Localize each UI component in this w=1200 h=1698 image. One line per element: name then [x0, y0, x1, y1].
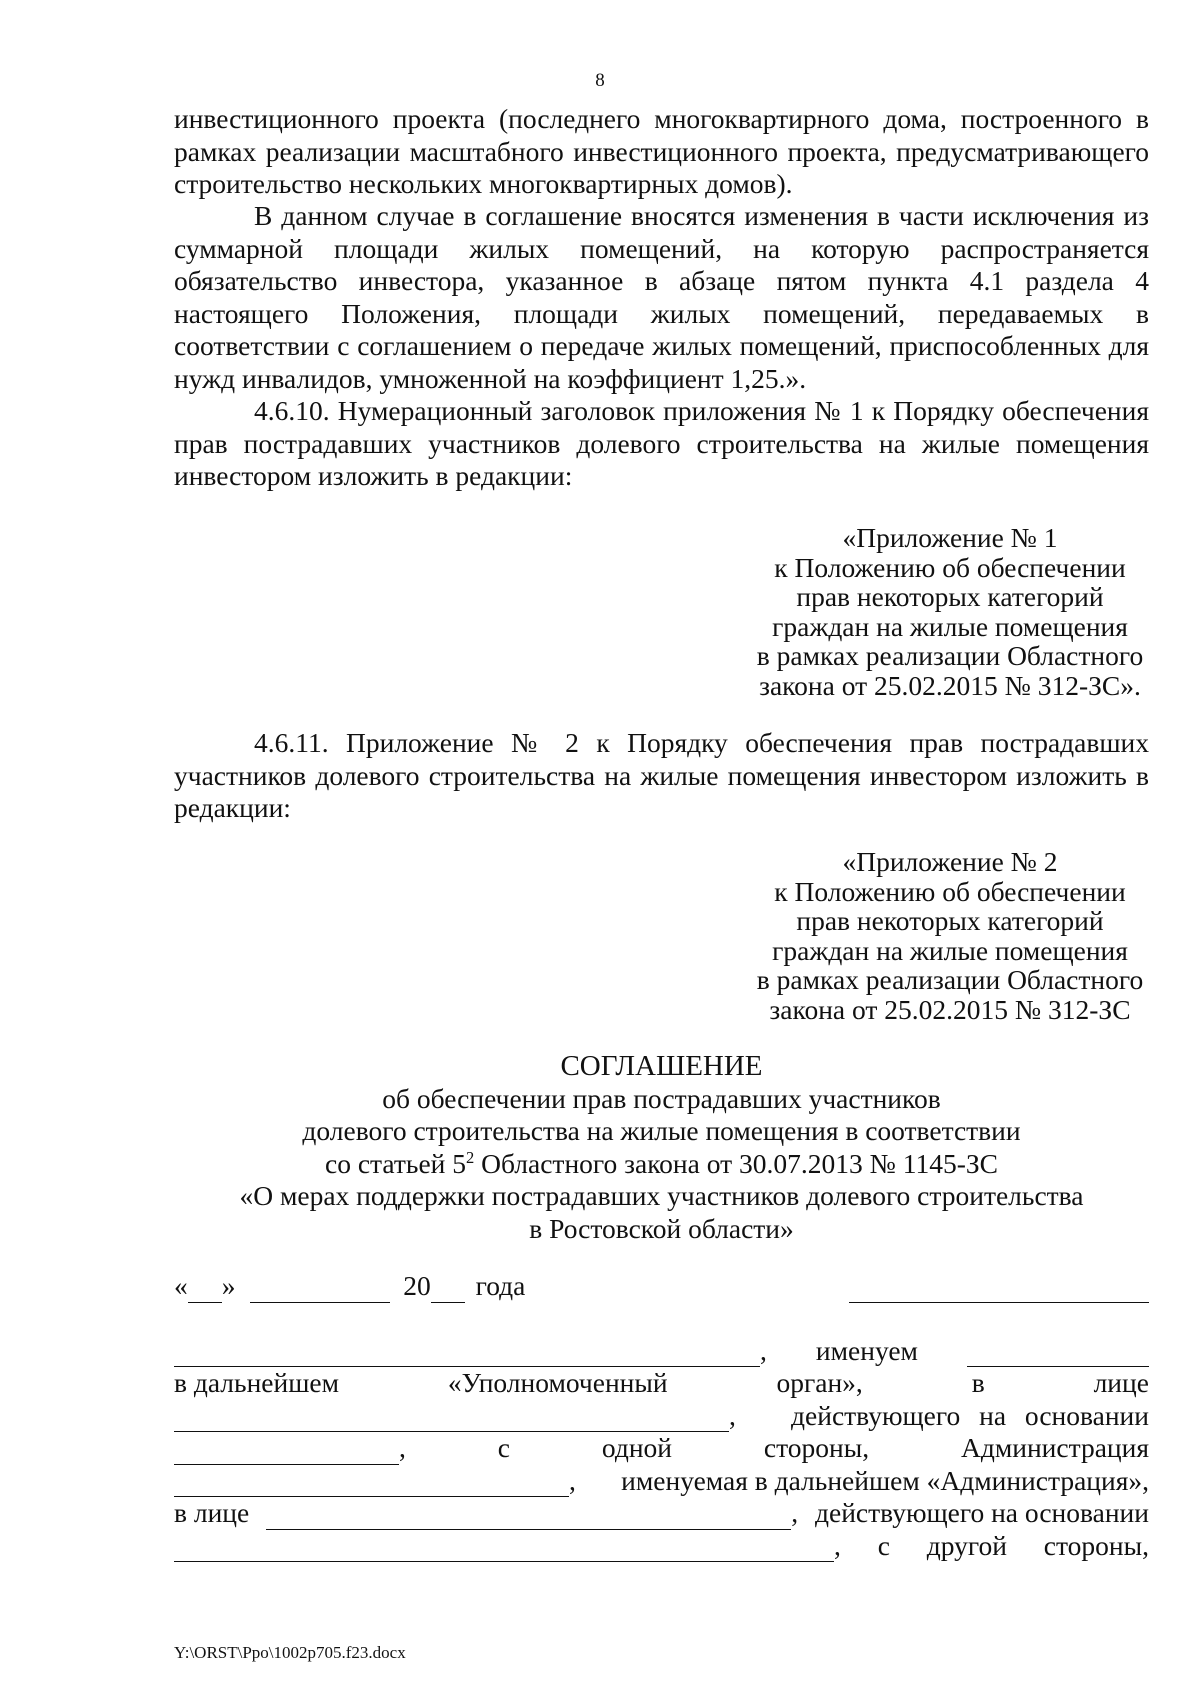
- file-path-footer: Y:\ORST\Ppo\1002p705.f23.docx: [174, 1643, 406, 1662]
- agreement-subtitle-line: в Ростовской области»: [529, 1212, 794, 1244]
- paragraph-1: инвестиционного проекта (последнего многоквартирного дома, построенного в рамках реализации масштабного инвестиционного проекта, предусматривающего строительство нескольких многоквартирных домов).: [174, 103, 1149, 199]
- other-word: другой: [926, 1529, 1007, 1561]
- in-word: в: [971, 1367, 985, 1398]
- in-face-word: в лице: [174, 1497, 250, 1528]
- agreement-subtitle-line: долевого строительства на жилые помещения в соответствии: [302, 1115, 1021, 1146]
- administration-word: Администрация: [960, 1432, 1149, 1463]
- side-word-2: стороны,: [1043, 1529, 1149, 1561]
- appendix-1-line: прав некоторых категорий: [796, 581, 1104, 612]
- quote-open: «: [174, 1270, 188, 1301]
- appendix-2-line: «Приложение № 2: [842, 846, 1058, 877]
- form-row-1: , именуем: [174, 1335, 1149, 1368]
- agreement-subtitle-line: «О мерах поддержки пострадавших участников долевого строительства: [239, 1180, 1084, 1211]
- year-blank[interactable]: [431, 1277, 465, 1303]
- form-row-7: , с другой стороны,: [174, 1530, 1149, 1563]
- named-suffix-blank[interactable]: [967, 1341, 1149, 1367]
- appendix-1-line: к Положению об обеспечении: [774, 551, 1126, 583]
- date-row: [174, 1270, 1149, 1303]
- agreement-subtitle-line: об обеспечении прав пострадавших участников: [382, 1082, 941, 1114]
- agreement-heading: [174, 1050, 1149, 1245]
- appendix-1-line: «Приложение № 1: [842, 522, 1058, 553]
- admin-representative-blank[interactable]: [266, 1504, 791, 1530]
- appendix-2-stamp: [750, 847, 1150, 1024]
- appendix-1-line: закона от 25.02.2015 № 312-ЗС».: [759, 669, 1141, 701]
- agreement-title: СОГЛАШЕНИЕ: [560, 1050, 763, 1082]
- appendix-1-line: граждан на жилые помещения: [772, 610, 1128, 642]
- with-word: с: [497, 1432, 510, 1463]
- page-number: 8: [595, 70, 605, 91]
- named-admin-text: именуемая в дальнейшем «Администрация»,: [621, 1464, 1149, 1496]
- place-blank[interactable]: [849, 1277, 1149, 1303]
- year-prefix: 20: [403, 1270, 431, 1301]
- law-ref-text: со статьей 5: [325, 1147, 466, 1179]
- appendix-1-stamp: [750, 523, 1150, 700]
- named-word: именуем: [815, 1334, 918, 1366]
- law-ref-superscript: 2: [466, 1147, 475, 1167]
- one-word: одной: [601, 1432, 673, 1463]
- form-row-6: в лице , действующего на основании: [174, 1497, 1149, 1528]
- face-word: лице: [1093, 1367, 1149, 1398]
- side-word: стороны,: [763, 1432, 870, 1463]
- appendix-2-line: в рамках реализации Областного: [756, 964, 1144, 995]
- further-word: в дальнейшем: [174, 1367, 339, 1398]
- authorized-word: «Уполномоченный: [447, 1367, 668, 1398]
- form-row-2: [174, 1367, 1149, 1400]
- acting-basis-text-2: действующего на основании: [815, 1497, 1149, 1528]
- administration-name-blank[interactable]: [174, 1471, 569, 1497]
- agreement-subtitle-line: [174, 1148, 1149, 1181]
- form-row-5: , именуемая в дальнейшем «Администрация»,: [174, 1465, 1149, 1498]
- admin-basis-blank[interactable]: [174, 1536, 834, 1562]
- appendix-2-line: закона от 25.02.2015 № 312-ЗС: [769, 993, 1131, 1025]
- appendix-2-line: к Положению об обеспечении: [774, 875, 1126, 907]
- representative-blank[interactable]: [174, 1406, 729, 1432]
- form-row-3: , действующего на основании: [174, 1400, 1149, 1433]
- law-ref-text-rest: Областного закона от 30.07.2013 № 1145-ЗС: [474, 1147, 998, 1179]
- agreement-form: [174, 1270, 1149, 1562]
- acting-basis-text: действующего на основании: [791, 1399, 1149, 1431]
- with-word-2: с: [877, 1529, 890, 1561]
- appendix-1-line: в рамках реализации Областного: [756, 640, 1144, 671]
- year-word: года: [475, 1270, 526, 1301]
- organ-word: орган»,: [776, 1367, 863, 1398]
- day-blank[interactable]: [188, 1277, 222, 1303]
- form-row-4: , с одной стороны, Администрация: [174, 1432, 1149, 1465]
- appendix-2-line: граждан на жилые помещения: [772, 934, 1128, 966]
- appendix-2-line: прав некоторых категорий: [796, 905, 1104, 936]
- month-blank[interactable]: [250, 1277, 390, 1303]
- basis-document-blank[interactable]: [174, 1439, 399, 1465]
- authority-name-blank[interactable]: [174, 1341, 760, 1367]
- paragraph-3: 4.6.10. Нумерационный заголовок приложения № 1 к Порядку обеспечения прав пострадавших участников долевого строительства на жилые помещения инвестором изложить в редакции:: [174, 395, 1149, 491]
- quote-close: »: [221, 1270, 236, 1301]
- paragraph-2: В данном случае в соглашение вносятся изменения в части исключения из суммарной площади жилых помещений, на которую распространяется обязательство инвестора, указанное в абзаце пятом пункта 4.1 раздела 4 настоящего Положения, площади жилых помещений, передаваемых в соответствии с соглашением о передаче жилых помещений, приспособленных для нужд инвалидов, умноженной на коэффициент 1,25.».: [174, 200, 1149, 394]
- paragraph-4: 4.6.11. Приложение № 2 к Порядку обеспечения прав пострадавших участников долевого строительства на жилые помещения инвестором изложить в редакции:: [174, 727, 1149, 823]
